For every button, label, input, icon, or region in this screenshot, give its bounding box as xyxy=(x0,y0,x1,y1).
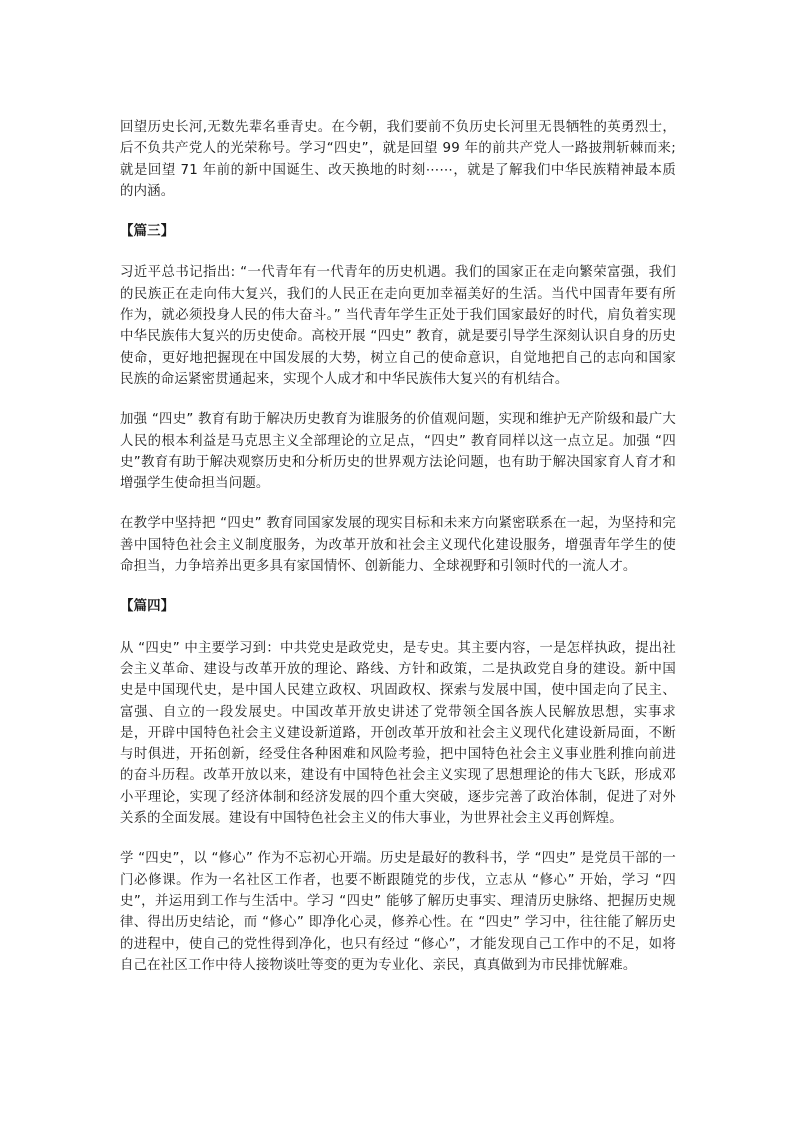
section-4-paragraph-1: 从 “四史” 中主要学习到：中共党史是政党史，是专史。其主要内容，一是怎样执政，提出社会主义革命、建设与改革开放的理论、路线、方针和政策，二是执政党自身的建设。新中国史是中国现代史，是中国人民建立政权、巩固政权、探索与发展中国，使中国走向了民主、富强、自立的一段发展史。中国改革开放史讲述了党带领全国各族人民解放思想，实事求是，开辟中国特色社会主义建设新道路，开创改革开放和社会主义现代化建设新局面，不断与时俱进，开拓创新，经受住各种困难和风险考验，把中国特色社会主义事业胜利推向前进的奋斗历程。改革开放以来，建设有中国特色社会主义实现了思想理论的伟大飞跃，形成邓小平理论，实现了经济体制和经济发展的四个重大突破，逐步完善了政治体制，促进了对外关系的全面发展。建设有中国特色社会主义的伟大事业，为世界社会主义再创辉煌。 xyxy=(120,640,676,827)
document-page xyxy=(120,117,676,995)
section-3-paragraph-3: 在教学中坚持把 “四史” 教育同国家发展的现实目标和未来方向紧密联系在一起，为坚持和完善中国特色社会主义制度服务，为改革开放和社会主义现代化建设服务，增强青年学生的使命担当，力争培养出更多具有家国情怀、创新能力、全球视野和引领时代的一流人才。 xyxy=(120,516,676,575)
intro-paragraph: 回望历史长河,无数先辈名垂青史。在今朝，我们要前不负历史长河里无畏牺牲的英勇烈士，后不负共产党人的光荣称号。学习“四史”，就是回望 99 年的前共产党人一路披荆斩棘而来;就是回望 71 年前的新中国诞生、改天换地的时刻⋯⋯，就是了解我们中华民族精神最本质的内涵。 xyxy=(120,120,676,199)
section-4-heading: 【篇四】 xyxy=(120,599,175,615)
section-3-paragraph-2: 加强 “四史” 教育有助于解决历史教育为谁服务的价值观问题，实现和维护无产阶级和最广大人民的根本利益是马克思主义全部理论的立足点，“四史” 教育同样以这一点立足。加强 “四史”教育有助于解决观察历史和分析历史的世界观方法论问题，也有助于解决国家育人育才和增强学生使命担当问题。 xyxy=(120,412,676,492)
section-3-paragraph-1: 习近平总书记指出: “一代青年有一代青年的历史机遇。我们的国家正在走向繁荣富强，我们的民族正在走向伟大复兴，我们的人民正在走向更加幸福美好的生活。当代中国青年要有所作为，就必须投身人民的伟大奋斗。” 当代青年学生正处于我们国家最好的时代，肩负着实现中华民族伟大复兴的历史使命。高校开展 “四史” 教育，就是要引导学生深刻认识自身的历史使命，更好地把握现在中国发展的大势，树立自己的使命意识，自觉地把自己的志向和国家民族的命运紧密贯通起来，实现个人成才和中华民族伟大复兴的有机结合。 xyxy=(120,265,676,387)
section-4-paragraph-2: 学 “四史”，以 “修心” 作为不忘初心开端。历史是最好的教科书，学 “四史” 是党员干部的一门必修课。作为一名社区工作者，也要不断跟随党的步伐，立志从 “修心” 开始，学习 “四史”，并运用到工作与生活中。学习 “四史” 能够了解历史事实、理清历史脉络、把握历史规律、得出历史结论，而 “修心” 即净化心灵，修养心性。在 “四史” 学习中，往往能了解历史的进程中，使自己的党性得到净化，也只有经过 “修心”，才能发现自己工作中的不足，如将自己在社区工作中待人接物谈吐等变的更为专业化、亲民，真真做到为市民排忧解难。 xyxy=(120,851,676,973)
section-3-heading: 【篇三】 xyxy=(120,224,175,240)
